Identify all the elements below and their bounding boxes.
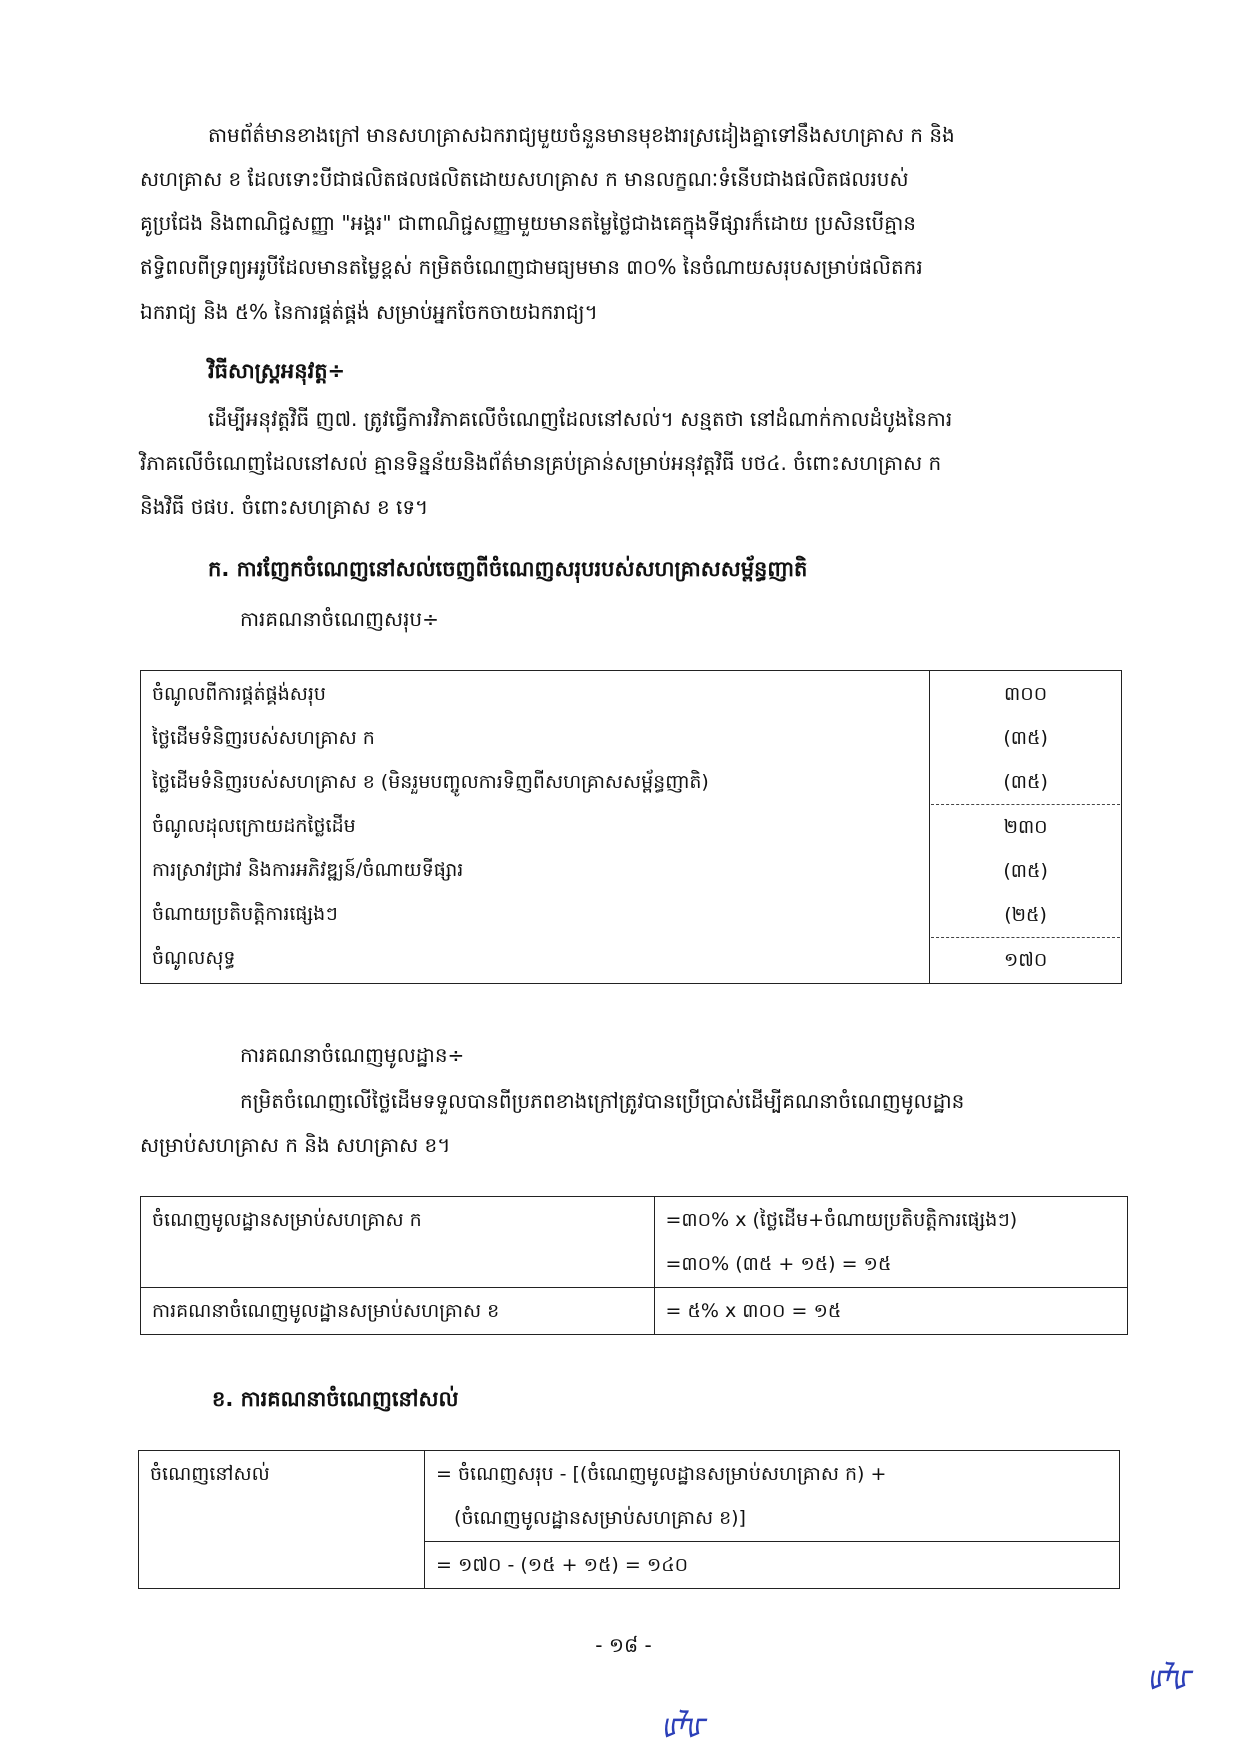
section-a-heading: ក. ការញែកចំណេញនៅសល់ចេញពីចំណេញសរុបរបស់សហគ្រាសសម្ព័ន្ធញាតិ bbox=[208, 557, 808, 581]
method-line: និងវិធី ថផប. ចំពោះសហគ្រាស ខ ទេ។ bbox=[140, 495, 429, 519]
page-number: - ១៨ - bbox=[595, 1633, 652, 1657]
total-profit-table bbox=[140, 670, 1122, 984]
row-value: (៣៥) bbox=[1003, 860, 1048, 882]
residual-profit-formula: = ចំណេញសរុប - [(ចំណេញមូលដ្ឋានសម្រាប់សហគ្រាស ក) + (ចំណេញមូលដ្ឋានសម្រាប់សហគ្រាស ខ)] bbox=[425, 1451, 1120, 1542]
row-label: ចំណូលសុទ្ធ bbox=[152, 947, 236, 969]
row-value: ១៧០ bbox=[931, 937, 1120, 982]
section-b-heading: ខ. ការគណនាចំណេញនៅសល់ bbox=[212, 1387, 459, 1411]
row-label: ថ្លៃដើមទំនិញរបស់សហគ្រាស ក bbox=[152, 727, 375, 749]
method-heading: វិធីសាស្ត្រអនុវត្ត÷ bbox=[208, 359, 346, 383]
row-label: ចំណូលពីការផ្គត់ផ្គង់សរុប bbox=[152, 683, 326, 705]
row-value: ២៣០ bbox=[931, 804, 1120, 849]
intro-line: ឯករាជ្យ និង ៥% នៃការផ្គត់ផ្គង់ សម្រាប់អ្នកចែកចាយឯករាជ្យ។ bbox=[140, 300, 598, 324]
base-profit-line: សម្រាប់សហគ្រាស ក និង សហគ្រាស ខ។ bbox=[140, 1133, 451, 1157]
residual-profit-label: ចំណេញនៅសល់ bbox=[139, 1451, 425, 1589]
row-value: (២៥) bbox=[1004, 904, 1047, 926]
residual-profit-table bbox=[138, 1450, 1120, 1589]
initials-signature-right: ᡁᡀ bbox=[1148, 1657, 1193, 1692]
row-label: ថ្លៃដើមទំនិញរបស់សហគ្រាស ខ (មិនរួមបញ្ចូលការទិញពីសហគ្រាសសម្ព័ន្ធញាតិ) bbox=[152, 771, 709, 793]
row-label: ការស្រាវជ្រាវ និងការអភិវឌ្ឍន៍/ចំណាយទីផ្សារ bbox=[152, 859, 464, 881]
row-label: ចំណូលដុលក្រោយដកថ្លៃដើម bbox=[152, 815, 356, 837]
initials-signature-bottom: ᡁᡀ bbox=[662, 1705, 707, 1740]
intro-line: តាមព័ត៌មានខាងក្រៅ មានសហគ្រាសឯករាជ្យមួយចំនួនមានមុខងារស្រដៀងគ្នាទៅនឹងសហគ្រាស ក និង bbox=[208, 123, 955, 147]
base-profit-label-b: ការគណនាចំណេញមូលដ្ឋានសម្រាប់សហគ្រាស ខ bbox=[141, 1288, 655, 1335]
row-value: ៣០០ bbox=[1004, 683, 1048, 705]
intro-line: ឥទ្ធិពលពីទ្រព្យអរូបីដែលមានតម្លៃខ្ពស់ កម្រិតចំណេញជាមធ្យមមាន ៣០% នៃចំណាយសរុបសម្រាប់ផលិតករ bbox=[140, 255, 923, 279]
row-value: (៣៥) bbox=[1003, 727, 1048, 749]
total-profit-subheading: ការគណនាចំណេញសរុប÷ bbox=[240, 607, 439, 631]
method-line: វិភាគលើចំណេញដែលនៅសល់ គ្មានទិន្នន័យនិងព័ត៌មានគ្រប់គ្រាន់សម្រាប់អនុវត្តវិធី បថ៤. ចំពោះសហគ្រាស ក bbox=[140, 451, 942, 475]
base-profit-heading: ការគណនាចំណេញមូលដ្ឋាន÷ bbox=[240, 1043, 465, 1067]
base-profit-formula-a: =៣០% x (ថ្លៃដើម+ចំណាយប្រតិបត្តិការផ្សេងៗ) =៣០% (៣៥ + ១៥) = ១៥ bbox=[654, 1197, 1127, 1288]
intro-line: សហគ្រាស ខ ដែលទោះបីជាផលិតផលផលិតដោយសហគ្រាស ក មានលក្ខណៈទំនើបជាងផលិតផលរបស់ bbox=[140, 167, 909, 191]
total-profit-labels bbox=[141, 671, 930, 984]
base-profit-line: កម្រិតចំណេញលើថ្លៃដើមទទួលបានពីប្រភពខាងក្រៅត្រូវបានប្រើប្រាស់ដើម្បីគណនាចំណេញមូលដ្ឋាន bbox=[240, 1089, 965, 1113]
intro-line: គូប្រជែង និងពាណិជ្ជសញ្ញា "អង្គរ" ជាពាណិជ្ជសញ្ញាមួយមានតម្លៃថ្លៃជាងគេក្នុងទីផ្សារក៏ដោយ ប្រសិនបើគ្មាន bbox=[140, 211, 916, 235]
residual-profit-result: = ១៧០ - (១៥ + ១៥) = ១៤០ bbox=[425, 1542, 1120, 1589]
base-profit-label-a: ចំណេញមូលដ្ឋានសម្រាប់សហគ្រាស ក bbox=[141, 1197, 655, 1288]
row-label: ចំណាយប្រតិបត្តិការផ្សេងៗ bbox=[152, 903, 338, 925]
total-profit-values bbox=[930, 671, 1122, 984]
row-value: (៣៥) bbox=[1003, 771, 1048, 793]
method-line: ដើម្បីអនុវត្តវិធី ញ៧. ត្រូវធ្វើការវិភាគលើចំណេញដែលនៅសល់។ សន្មតថា នៅដំណាក់កាលដំបូងនៃការ bbox=[208, 407, 953, 431]
base-profit-formula-b: = ៥% x ៣០០ = ១៥ bbox=[654, 1288, 1127, 1335]
base-profit-table bbox=[140, 1196, 1128, 1335]
